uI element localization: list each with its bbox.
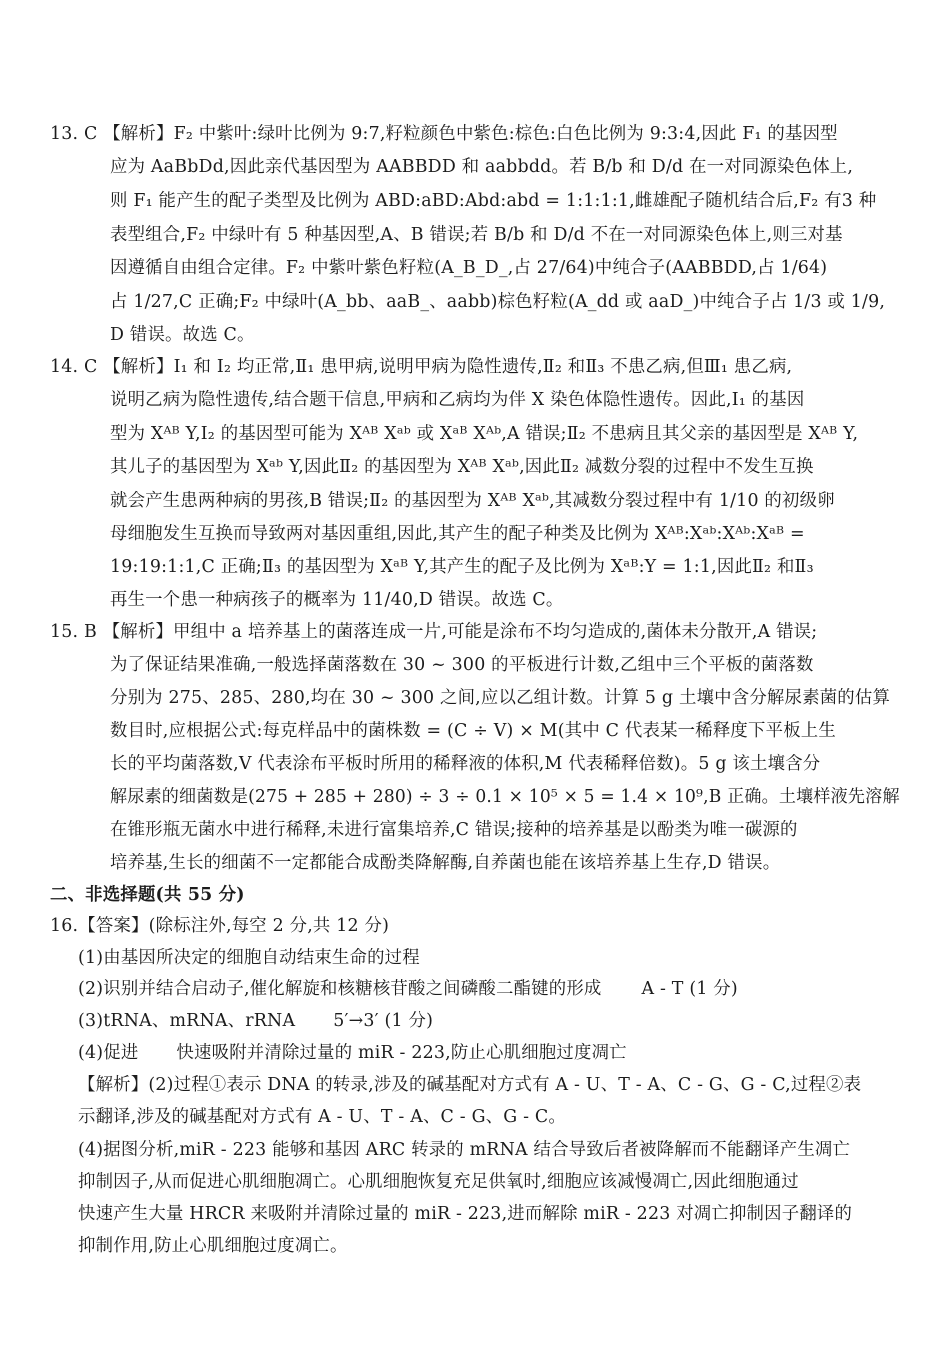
q16-analysis-line-6: 抑制作用,防止心肌细胞过度凋亡。 [78, 1236, 348, 1256]
q16-answer-4 [78, 1045, 627, 1062]
q15-line-5: 长的平均菌落数,V 代表涂布平板时所用的稀释液的体积,M 代表稀释倍数)。5 g 该土壤含分 [110, 754, 821, 774]
q15-line-4: 数目时,应根据公式:每克样品中的菌株数 = (C ÷ V) × M(其中 C 代表某一稀释度下平板上生 [110, 721, 836, 741]
q16-analysis-line-3: (4)据图分析,miR - 223 能够和基因 ARC 转录的 mRNA 结合导致后者被降解而不能翻译产生凋亡 [78, 1140, 851, 1160]
q13-line-3: 则 F₁ 能产生的配子类型及比例为 ABD:aBD:Abd:abd = 1:1:1:1,雌雄配子随机结合后,F₂ 有3 种 [110, 191, 877, 211]
q16-answer-4-main: (4)促进 [78, 1043, 139, 1063]
q14-line-6: 母细胞发生互换而导致两对基因重组,因此,其产生的配子种类及比例为 Xᴬᴮ:Xᵃᵇ:Xᴬᵇ:Xᵃᴮ = [110, 524, 805, 544]
q16-answer-header: 16.【答案】(除标注外,每空 2 分,共 12 分) [50, 916, 390, 936]
q15-line-7: 在锥形瓶无菌水中进行稀释,未进行富集培养,C 错误;接种的培养基是以酚类为唯一碳源的 [110, 820, 798, 840]
q16-answer-2-main: (2)识别并结合启动子,催化解旋和核糖核苷酸之间磷酸二酯键的形成 [78, 979, 602, 999]
q16-answer-2-extra: A - T (1 分) [641, 979, 738, 999]
q14-line-8: 再生一个患一种病孩子的概率为 11/40,D 错误。故选 C。 [110, 590, 564, 610]
q16-analysis-line-1: 【解析】(2)过程①表示 DNA 的转录,涉及的碱基配对方式有 A - U、T - A、C - G、G - C,过程②表 [78, 1075, 862, 1095]
section-2-heading: 二、非选择题(共 55 分) [50, 885, 245, 905]
q14-line-2: 说明乙病为隐性遗传,结合题干信息,甲病和乙病均为伴 X 染色体隐性遗传。因此,Ⅰ₁ 的基因 [110, 390, 805, 410]
q16-answer-3-main: (3)tRNA、mRNA、rRNA [78, 1011, 296, 1031]
q15-line-8: 培养基,生长的细菌不一定都能合成酚类降解酶,自养菌也能在该培养基上生存,D 错误。 [110, 853, 781, 873]
q14-line-3: 型为 Xᴬᴮ Y,I₂ 的基因型可能为 Xᴬᴮ Xᵃᵇ 或 Xᵃᴮ Xᴬᵇ,A 错误;Ⅱ₂ 不患病且其父亲的基因型是 Xᴬᴮ Y, [110, 424, 859, 444]
q13-line-6: 占 1/27,C 正确;F₂ 中绿叶(A_bb、aaB_、aabb)棕色籽粒(A_dd 或 aaD_)中纯合子占 1/3 或 1/9, [110, 292, 886, 312]
q13-line-1: 13. C 【解析】F₂ 中紫叶:绿叶比例为 9:7,籽粒颜色中紫色:棕色:白色比例为 9:3:4,因此 F₁ 的基因型 [50, 124, 838, 144]
q16-answer-1: (1)由基因所决定的细胞自动结束生命的过程 [78, 948, 420, 968]
q16-answer-2 [78, 981, 738, 998]
q14-line-1: 14. C 【解析】Ⅰ₁ 和 Ⅰ₂ 均正常,Ⅱ₁ 患甲病,说明甲病为隐性遗传,Ⅱ₂ 和Ⅱ₃ 不患乙病,但Ⅲ₁ 患乙病, [50, 357, 793, 377]
q13-line-5: 因遵循自由组合定律。F₂ 中紫叶紫色籽粒(A_B_D_,占 27/64)中纯合子(AABBDD,占 1/64) [110, 258, 828, 278]
q14-line-7: 19:19:1:1,C 正确;Ⅱ₃ 的基因型为 Xᵃᴮ Y,其产生的配子及比例为 Xᵃᴮ:Y = 1:1,因此Ⅱ₂ 和Ⅱ₃ [110, 557, 814, 577]
q14-line-5: 就会产生患两种病的男孩,B 错误;Ⅱ₂ 的基因型为 Xᴬᴮ Xᵃᵇ,其减数分裂过程中有 1/10 的初级卵 [110, 491, 835, 511]
q14-line-4: 其儿子的基因型为 Xᵃᵇ Y,因此Ⅱ₂ 的基因型为 Xᴬᴮ Xᵃᵇ,因此Ⅱ₂ 减数分裂的过程中不发生互换 [110, 457, 814, 477]
q16-analysis-line-2: 示翻译,涉及的碱基配对方式有 A - U、T - A、C - G、G - C。 [78, 1107, 566, 1127]
q16-answer-3-extra: 5′→3′ (1 分) [333, 1011, 434, 1031]
q16-analysis-line-5: 快速产生大量 HRCR 来吸附并清除过量的 miR - 223,进而解除 miR - 223 对凋亡抑制因子翻译的 [78, 1204, 853, 1224]
q16-answer-3 [78, 1013, 433, 1030]
q15-line-2: 为了保证结果准确,一般选择菌落数在 30 ~ 300 的平板进行计数,乙组中三个平板的菌落数 [110, 655, 814, 675]
q15-line-3: 分别为 275、285、280,均在 30 ~ 300 之间,应以乙组计数。计算 5 g 土壤中含分解尿素菌的估算 [110, 688, 891, 708]
q16-analysis-line-4: 抑制因子,从而促进心肌细胞凋亡。心肌细胞恢复充足供氧时,细胞应该减慢凋亡,因此细胞通过 [78, 1172, 799, 1192]
q16-answer-4-extra: 快速吸附并清除过量的 miR - 223,防止心肌细胞过度凋亡 [176, 1043, 627, 1063]
q15-line-6: 解尿素的细菌数是(275 + 285 + 280) ÷ 3 ÷ 0.1 × 10⁵ × 5 = 1.4 × 10⁹,B 正确。土壤样液先溶解 [110, 787, 900, 807]
q13-line-4: 表型组合,F₂ 中绿叶有 5 种基因型,A、B 错误;若 B/b 和 D/d 不在一对同源染色体上,则三对基 [110, 225, 843, 245]
q15-line-1: 15. B 【解析】甲组中 a 培养基上的菌落连成一片,可能是涂布不均匀造成的,菌体未分散开,A 错误; [50, 622, 818, 642]
q13-line-7: D 错误。故选 C。 [110, 325, 255, 345]
q13-line-2: 应为 AaBbDd,因此亲代基因型为 AABBDD 和 aabbdd。若 B/b 和 D/d 在一对同源染色体上, [110, 157, 854, 177]
